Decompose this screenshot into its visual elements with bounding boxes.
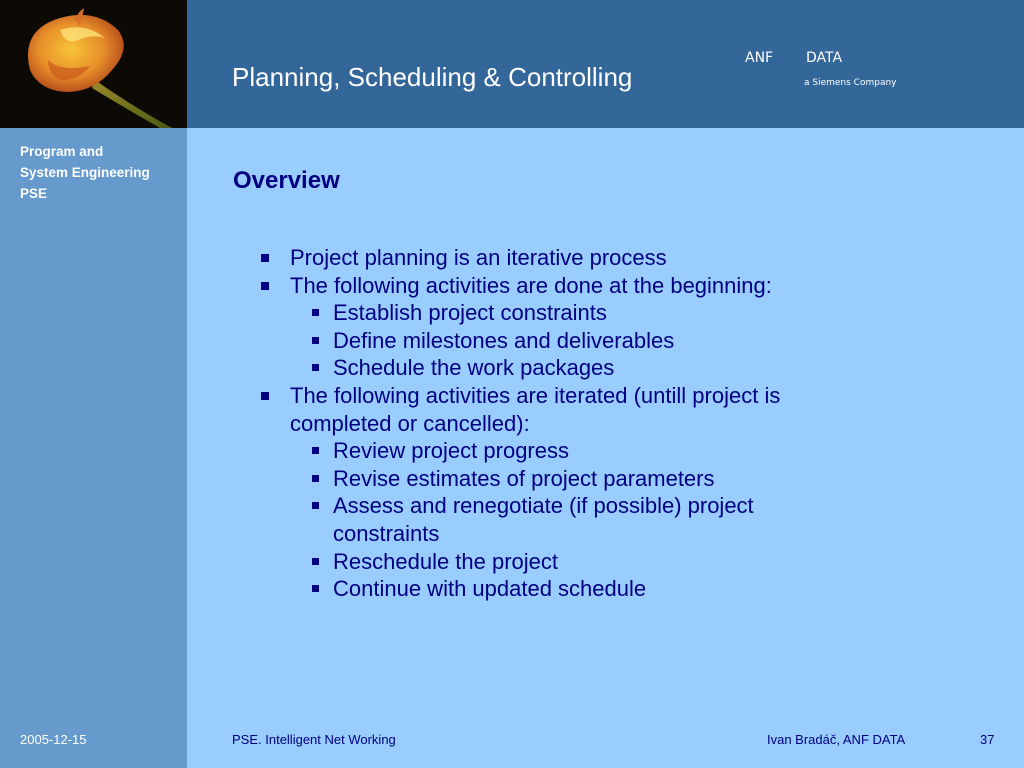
list-item-text: Define milestones and deliverables [333, 327, 675, 353]
list-item-text: Continue with updated schedule [333, 576, 647, 602]
sidebar [0, 128, 187, 768]
list-item-text: Schedule the work packages [333, 355, 615, 381]
brand-subtitle: a Siemens Company [804, 78, 897, 88]
list-item-text: Review project progress [333, 438, 569, 464]
square-bullet-icon [312, 558, 319, 565]
brand-data: DATA [806, 50, 843, 66]
sidebar-line: Program and [20, 144, 104, 159]
list-item-text: Assess and renegotiate (if possible) project [333, 493, 754, 519]
section-heading: Overview [233, 167, 340, 194]
footer-center: PSE. Intelligent Net Working [232, 732, 396, 747]
slide-title: Planning, Scheduling & Controlling [232, 62, 633, 92]
square-bullet-icon [261, 392, 269, 400]
list-item-text: The following activities are iterated (untill project is [290, 383, 781, 408]
list-item-text: Establish project constraints [333, 300, 607, 326]
sidebar-line: System Engineering [20, 165, 150, 180]
square-bullet-icon [312, 309, 319, 316]
square-bullet-icon [312, 364, 319, 371]
square-bullet-icon [312, 447, 319, 454]
square-bullet-icon [312, 502, 319, 509]
calla-lily-logo [0, 0, 187, 128]
header-bar [0, 0, 1024, 128]
list-item-text: Reschedule the project [333, 548, 559, 574]
square-bullet-icon [312, 585, 319, 592]
page-number: 37 [980, 732, 995, 747]
square-bullet-icon [261, 254, 269, 262]
flower-image [0, 0, 187, 128]
list-item-text: constraints [333, 521, 440, 546]
footer-date: 2005-12-15 [20, 732, 87, 747]
square-bullet-icon [312, 337, 319, 344]
brand-anf: ANF [745, 50, 774, 66]
list-item-text: The following activities are done at the beginning: [290, 272, 772, 298]
list-item-text: Project planning is an iterative process [290, 245, 667, 270]
list-item-text: Revise estimates of project parameters [333, 465, 715, 491]
footer-author: Ivan Bradáč, ANF DATA [767, 732, 906, 747]
list-item-text: completed or cancelled): [290, 410, 530, 436]
sidebar-line: PSE [20, 186, 48, 201]
square-bullet-icon [312, 475, 319, 482]
square-bullet-icon [261, 282, 269, 290]
